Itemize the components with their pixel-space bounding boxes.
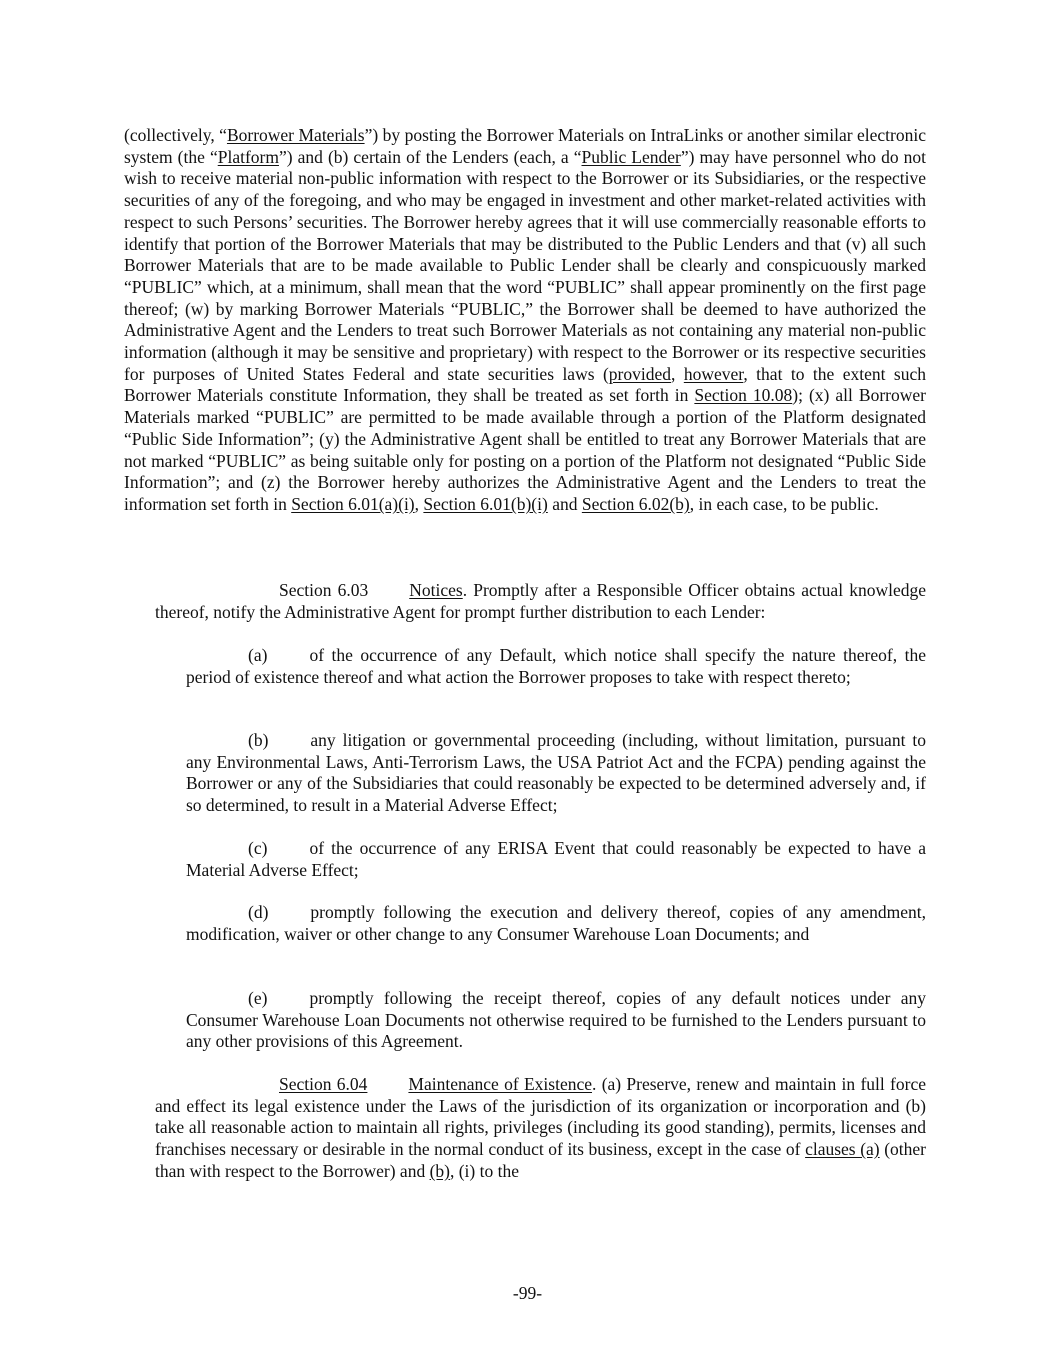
clause-c	[186, 838, 926, 881]
clause-a	[186, 645, 926, 688]
clause-label: (b)	[248, 730, 269, 750]
borrower-materials-paragraph: (collectively, “Borrower Materials”) by posting the Borrower Materials on IntraLinks or another similar electronic system (the “Platform”) and (b) certain of the Lenders (each, a “Public Lender”) may have personnel who do not wish to receive material non-public information with respect to the Borrower or its Subsidiaries, or the respective securities of any of the foregoing, and who may be engaged in investment and other market-related activities with respect to such Persons’ securities. The Borrower hereby agrees that it will use commercially reasonable efforts to identify that portion of the Borrower Materials that may be distributed to the Public Lenders and that (v) all such Borrower Materials that are to be made available to Public Lender shall be clearly and conspicuously marked “PUBLIC” which, at a minimum, shall mean that the word “PUBLIC” shall appear prominently on the first page thereof; (w) by marking Borrower Materials “PUBLIC,” the Borrower shall be deemed to have authorized the Administrative Agent and the Lenders to treat such Borrower Materials as not containing any material non-public information (although it may be sensitive and proprietary) with respect to the Borrower or its respective securities for purposes of United States Federal and state securities laws (provided, however, that to the extent such Borrower Materials constitute Information, they shall be treated as set forth in Section 10.08); (x) all Borrower Materials marked “PUBLIC” are permitted to be made available through a portion of the Platform designated “Public Side Information”; (y) the Administrative Agent shall be entitled to treat any Borrower Materials that are not marked “PUBLIC” as being suitable only for posting on a portion of the Platform not designated “Public Side Information”; and (z) the Borrower hereby authorizes the Administrative Agent and the Lenders to treat the information set forth in Section 6.01(a)(i), Section 6.01(b)(i) and Section 6.02(b), in each case, to be public.	[124, 125, 927, 514]
clause-label: (d)	[248, 902, 269, 922]
section-ref-10-08: Section 10.08	[694, 385, 793, 406]
clause-d	[186, 902, 926, 945]
clause-text: of the occurrence of any Default, which notice shall specify the nature thereof, the period of existence thereof and what action the Borrower proposes to take with respect thereto;	[186, 645, 926, 687]
clause-b	[186, 730, 926, 817]
clause-e	[186, 988, 926, 1053]
section-ref-6-01-a-i: Section 6.01(a)(i)	[291, 493, 415, 514]
section-ref-6-02-b: Section 6.02(b)	[581, 493, 690, 514]
term-however: however	[683, 363, 744, 384]
section-6-04-number: Section 6.04	[279, 1074, 368, 1094]
clause-text: promptly following the receipt thereof, copies of any default notices under any Consumer Warehouse Loan Documents not otherwise required to be furnished to the Lenders pursuant to any other provisions of this Agreement.	[186, 988, 926, 1052]
defined-term-public-lender: Public Lender	[581, 146, 681, 167]
page-number: -99-	[512, 1283, 543, 1303]
section-6-03-title: Notices	[409, 580, 463, 600]
section-6-03-paragraph: Section 6.03 Notices. Promptly after a Responsible Officer obtains actual knowledge thereof, notify the Administrative Agent for prompt further distribution to each Lender:	[155, 580, 926, 622]
defined-term-platform: Platform	[217, 146, 279, 167]
clause-label: (a)	[248, 645, 268, 665]
clause-b-ref: (b)	[429, 1160, 450, 1181]
clause-text: any litigation or governmental proceeding (including, without limitation, pursuant to any Environmental Laws, Anti-Terrorism Laws, the USA Patriot Act and the FCPA) pending against the Borrower or any of the Subsidiaries that could reasonably be expected to be determined adversely and, if so determined, to result in a Material Adverse Effect;	[186, 730, 926, 816]
defined-term-borrower-materials: Borrower Materials	[226, 125, 365, 145]
section-6-04-title: Maintenance of Existence	[408, 1074, 593, 1094]
term-provided: provided	[608, 363, 671, 384]
section-6-04-paragraph: Section 6.04 Maintenance of Existence. (a) Preserve, renew and maintain in full force and effect its legal existence under the Laws of the jurisdiction of its organization or incorporation and (b) take all reasonable action to maintain all rights, privileges (including its good standing), permits, licenses and franchises necessary or desirable in the normal conduct of its business, except in the case of clauses (a) (other than with respect to the Borrower) and (b), (i) to the	[155, 1074, 926, 1181]
section-ref-6-01-b-i: Section 6.01(b)(i)	[423, 493, 548, 514]
section-6-03-number: Section 6.03	[279, 580, 369, 600]
clauses-a-ref: clauses (a)	[805, 1139, 880, 1160]
clause-label: (e)	[248, 988, 268, 1008]
clause-text: of the occurrence of any ERISA Event that could reasonably be expected to have a Material Adverse Effect;	[186, 838, 926, 880]
clause-text: promptly following the execution and delivery thereof, copies of any amendment, modification, waiver or other change to any Consumer Warehouse Loan Documents; and	[186, 902, 926, 944]
clause-label: (c)	[248, 838, 268, 858]
